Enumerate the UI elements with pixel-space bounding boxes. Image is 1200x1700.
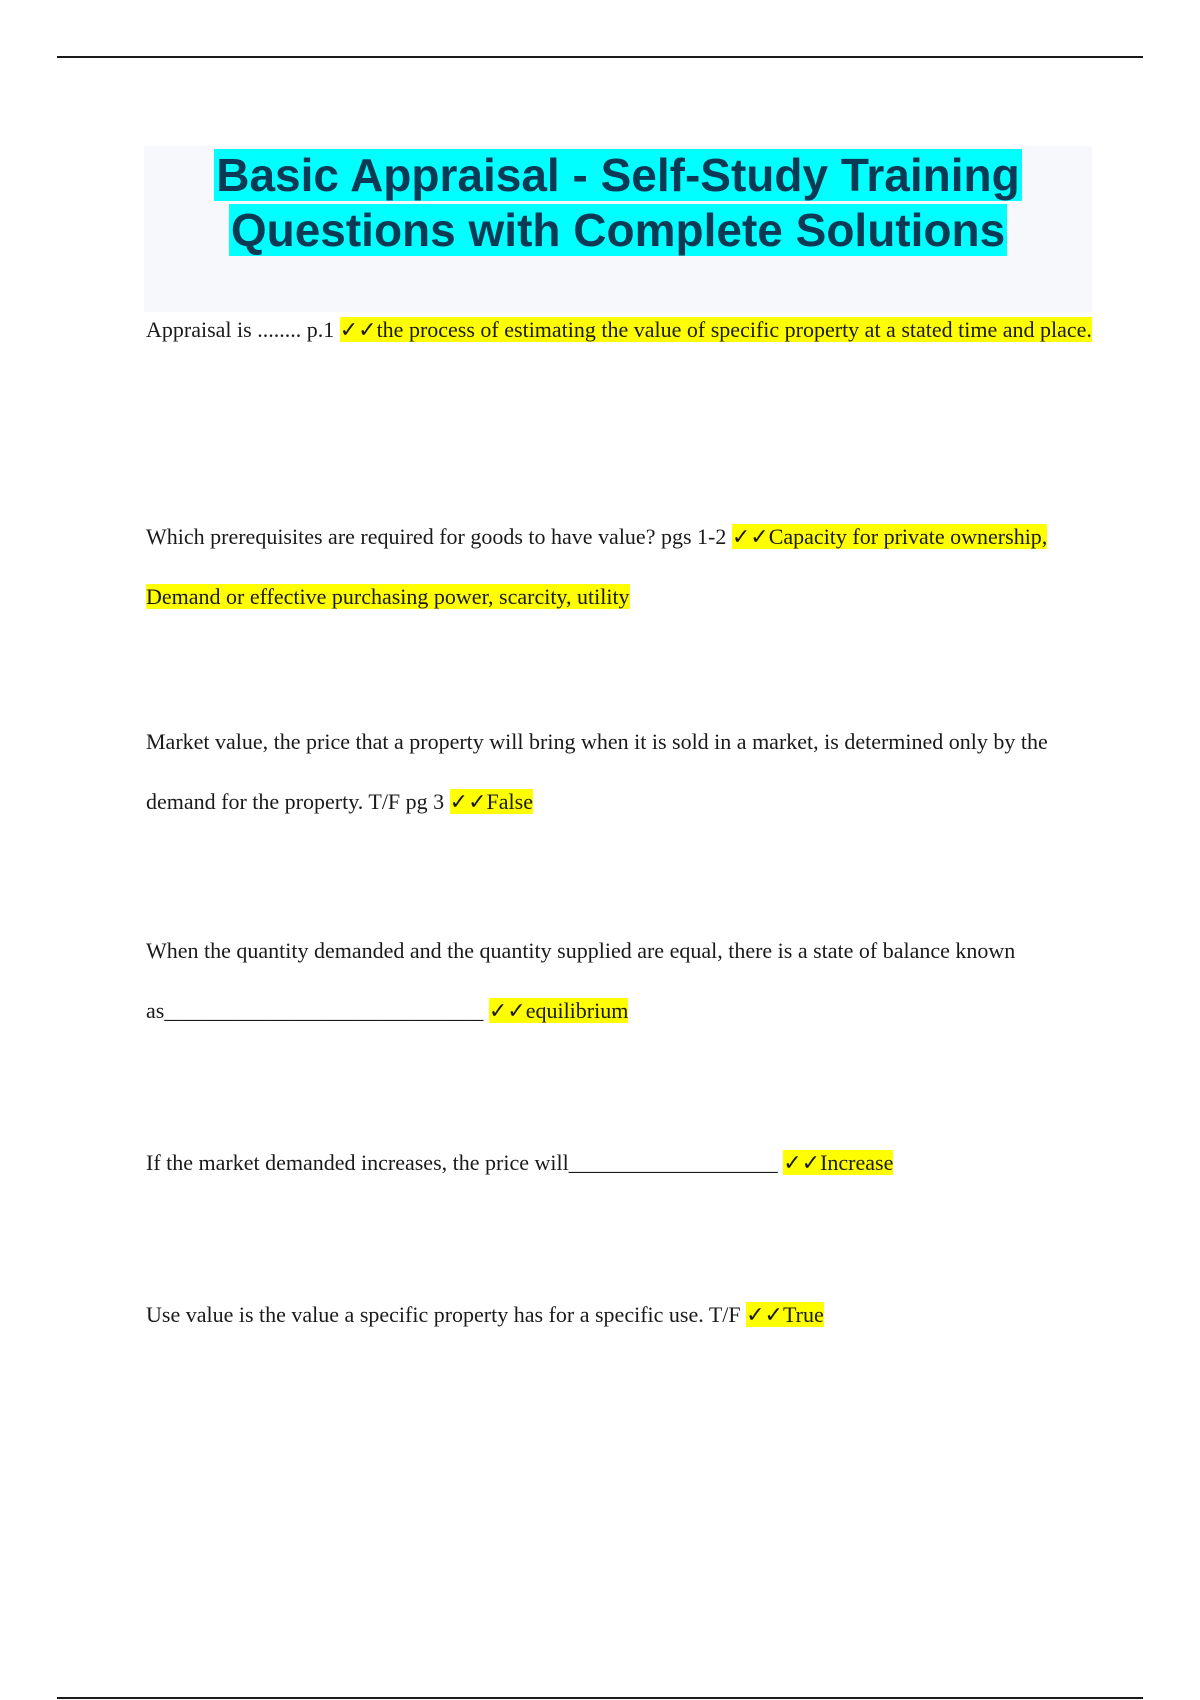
- qa-item-4: [146, 921, 1096, 1041]
- question-text: Appraisal is ........ p.1: [146, 317, 340, 342]
- question-text: When the quantity demanded and the quantity supplied are equal, there is a state of balance known as_____________________________: [146, 938, 1016, 1023]
- title-line-2: Questions with Complete Solutions: [230, 204, 1006, 256]
- title-line-1: Basic Appraisal - Self-Study Training: [216, 149, 1020, 201]
- bottom-rule: [57, 1697, 1143, 1699]
- title-box: [144, 146, 1092, 312]
- answer-text: ✓✓the process of estimating the value of specific property at a stated time and place.: [339, 317, 1092, 342]
- qa-item-6: [146, 1285, 1096, 1345]
- question-text: Which prerequisites are required for goods to have value? pgs 1-2: [146, 524, 732, 549]
- qa-item-2: [146, 507, 1096, 627]
- qa-item-3: [146, 712, 1096, 832]
- qa-item-5: [146, 1133, 1096, 1193]
- answer-text: ✓✓equilibrium: [488, 998, 629, 1023]
- answer-text: ✓✓Increase: [783, 1150, 894, 1175]
- question-text: If the market demanded increases, the price will___________________: [146, 1150, 784, 1175]
- question-text: Use value is the value a specific property has for a specific use. T/F: [146, 1302, 747, 1327]
- answer-text: ✓✓True: [746, 1302, 824, 1327]
- answer-text: ✓✓False: [449, 789, 533, 814]
- question-text: Market value, the price that a property will bring when it is sold in a market, is determined only by the demand for the property. T/F pg 3: [146, 729, 1048, 814]
- top-rule: [57, 56, 1143, 58]
- qa-item-1: [146, 300, 1096, 360]
- document-title: [144, 146, 1092, 258]
- answer-text: ✓✓Capacity for private ownership, Demand or effective purchasing power, scarcity, utility: [146, 524, 1048, 609]
